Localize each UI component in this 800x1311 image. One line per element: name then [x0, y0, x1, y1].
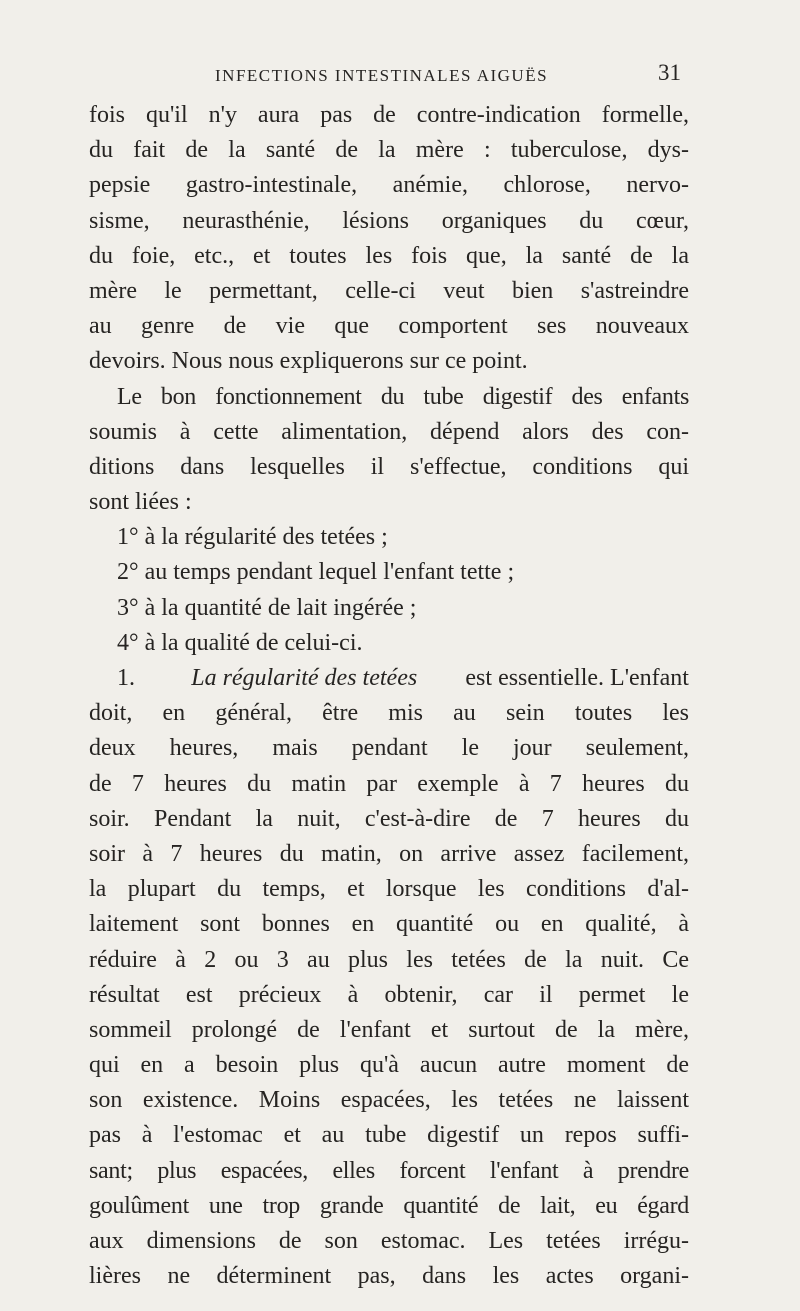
text-line: goulûment une trop grande quantité de lait, eu égard: [89, 1192, 689, 1219]
body-text: [89, 98, 689, 1294]
list-item: 3° à la quantité de lait ingérée ;: [117, 594, 417, 621]
text-line: résultat est précieux à obtenir, car il permet le: [89, 981, 689, 1008]
text-line: soir à 7 heures du matin, on arrive assez facilement,: [89, 840, 689, 867]
text-line: ditions dans lesquelles il s'effectue, conditions qui: [89, 453, 689, 480]
page-number: 31: [658, 60, 681, 85]
text-line: deux heures, mais pendant le jour seulement,: [89, 735, 689, 762]
text-line: sommeil prolongé de l'enfant et surtout de la mère,: [89, 1016, 689, 1043]
text-line: qui en a besoin plus qu'à aucun autre moment de: [89, 1052, 689, 1079]
text-line: la plupart du temps, et lorsque les conditions d'al-: [89, 876, 689, 903]
text-line: au genre de vie que comportent ses nouveaux: [89, 313, 689, 340]
text-line: Le bon fonctionnement du tube digestif des enfants: [117, 383, 689, 410]
text-line: son existence. Moins espacées, les tetées ne laissent: [89, 1087, 689, 1114]
text-line: laitement sont bonnes en quantité ou en qualité, à: [89, 911, 689, 938]
text-line: lières ne déterminent pas, dans les actes organi-: [89, 1263, 689, 1290]
text-line: réduire à 2 ou 3 au plus les tetées de la nuit. Ce: [89, 946, 689, 973]
list-item: 2° au temps pendant lequel l'enfant tette ;: [117, 559, 515, 586]
section-number: 1.: [117, 665, 135, 691]
text-line: de 7 heures du matin par exemple à 7 heures du: [89, 770, 689, 797]
text-line: soir. Pendant la nuit, c'est-à-dire de 7 heures du: [89, 805, 689, 832]
section-heading-continuation: est essentielle. L'enfant: [465, 665, 689, 691]
list-item: 4° à la qualité de celui-ci.: [117, 629, 363, 656]
text-line: doit, en général, être mis au sein toutes les: [89, 700, 689, 727]
text-line: aux dimensions de son estomac. Les tetées irrégu-: [89, 1228, 689, 1254]
section-heading-line: [89, 661, 689, 696]
text-line: pepsie gastro-intestinale, anémie, chlorose, nervo-: [89, 172, 689, 199]
text-line: pas à l'estomac et au tube digestif un repos suffi-: [89, 1122, 689, 1149]
section-title: La régularité des tetées: [191, 665, 418, 691]
text-line: mère le permettant, celle-ci veut bien s'astreindre: [89, 277, 689, 304]
text-line: devoirs. Nous nous expliquerons sur ce point.: [89, 348, 528, 375]
text-line: sant; plus espacées, elles forcent l'enfant à prendre: [89, 1157, 689, 1184]
text-line: sisme, neurasthénie, lésions organiques du cœur,: [89, 207, 689, 234]
text-line: sont liées :: [89, 489, 192, 516]
list-item: 1° à la régularité des tetées ;: [117, 524, 388, 551]
text-line: fois qu'il n'y aura pas de contre-indication formelle,: [89, 102, 689, 128]
text-line: du foie, etc., et toutes les fois que, la santé de la: [89, 242, 689, 269]
running-header-title: INFECTIONS INTESTINALES AIGUËS: [215, 66, 549, 85]
text-line: soumis à cette alimentation, dépend alors des con-: [89, 418, 689, 445]
text-line: du fait de la santé de la mère : tuberculose, dys-: [89, 137, 689, 164]
